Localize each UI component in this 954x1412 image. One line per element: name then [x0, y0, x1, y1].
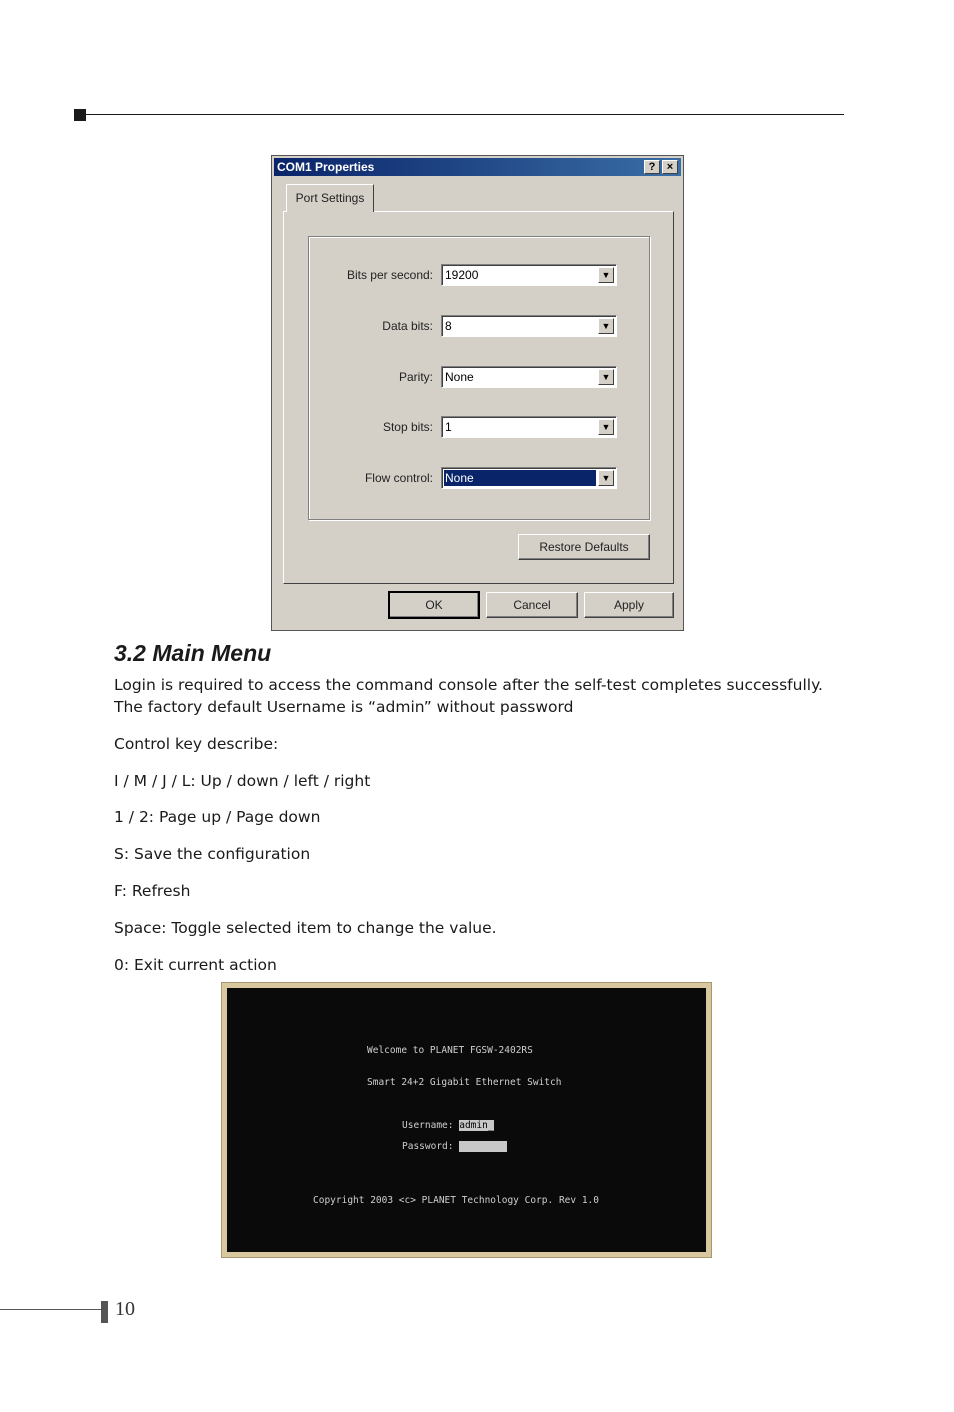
chevron-down-icon[interactable]: ▼ [598, 267, 614, 283]
parity-value: None [445, 370, 474, 384]
console-subtitle: Smart 24+2 Gigabit Ethernet Switch [367, 1077, 562, 1088]
body-line-refresh: F: Refresh [114, 882, 191, 900]
bits-per-second-row [309, 264, 649, 288]
data-bits-value: 8 [445, 319, 452, 333]
chevron-down-icon[interactable]: ▼ [598, 419, 614, 435]
body-line-exit: 0: Exit current action [114, 956, 277, 974]
parity-select[interactable] [441, 366, 617, 388]
help-button[interactable]: ? [644, 160, 660, 174]
stop-bits-label: Stop bits: [382, 420, 433, 434]
password-row [402, 1141, 507, 1152]
chevron-down-icon[interactable]: ▼ [598, 369, 614, 385]
tab-port-settings[interactable]: Port Settings [286, 184, 374, 212]
body-line-save: S: Save the configuration [114, 845, 311, 863]
cancel-button[interactable]: Cancel [486, 592, 578, 618]
username-row [402, 1120, 494, 1131]
data-bits-label: Data bits: [382, 319, 433, 333]
data-bits-row [309, 315, 649, 339]
console-copyright: Copyright 2003 <c> PLANET Technology Corp. Rev 1.0 [313, 1195, 599, 1206]
restore-defaults-button[interactable]: Restore Defaults [518, 534, 650, 560]
footer-rule [0, 1309, 101, 1310]
header-rule [86, 114, 844, 115]
dialog-titlebar[interactable] [274, 158, 681, 176]
page-number: 10 [115, 1298, 135, 1320]
console-screenshot [221, 982, 712, 1258]
stop-bits-row [309, 416, 649, 440]
settings-group [308, 236, 650, 520]
port-settings-panel [283, 211, 674, 584]
flow-control-value: None [445, 471, 474, 485]
console-welcome: Welcome to PLANET FGSW-2402RS [367, 1045, 533, 1056]
bits-per-second-label: Bits per second: [346, 268, 433, 282]
body-line-space: Space: Toggle selected item to change the value. [114, 919, 497, 937]
close-button[interactable]: × [662, 160, 678, 174]
ok-button[interactable]: OK [388, 591, 480, 619]
body-line-default-username: The factory default Username is “admin” without password [114, 698, 574, 716]
body-line-arrows: I / M / J / L: Up / down / left / right [114, 772, 371, 790]
dialog-title: COM1 Properties [277, 160, 375, 174]
body-line-login: Login is required to access the command console after the self-test completes successfully. [114, 676, 823, 694]
body-line-control-keys: Control key describe: [114, 735, 279, 753]
username-input[interactable]: admin_ [459, 1120, 494, 1131]
username-label: Username: [402, 1120, 454, 1131]
flow-control-select[interactable] [441, 467, 617, 489]
password-label: Password: [402, 1141, 454, 1152]
terminal-screen [227, 988, 706, 1252]
chevron-down-icon[interactable]: ▼ [598, 318, 614, 334]
stop-bits-select[interactable] [441, 416, 617, 438]
section-heading: 3.2 Main Menu [114, 640, 272, 666]
header-square [74, 109, 86, 121]
body-line-page: 1 / 2: Page up / Page down [114, 808, 321, 826]
password-input[interactable] [459, 1141, 507, 1152]
apply-button[interactable]: Apply [584, 592, 674, 618]
stop-bits-value: 1 [445, 420, 452, 434]
com1-properties-dialog [271, 155, 684, 631]
parity-label: Parity: [398, 370, 433, 384]
bits-per-second-value: 19200 [445, 268, 479, 282]
footer-bar [101, 1301, 108, 1323]
chevron-down-icon[interactable]: ▼ [598, 470, 614, 486]
parity-row [309, 366, 649, 390]
flow-control-label: Flow control: [364, 471, 433, 485]
flow-control-row [309, 467, 649, 491]
bits-per-second-select[interactable] [441, 264, 617, 286]
data-bits-select[interactable] [441, 315, 617, 337]
